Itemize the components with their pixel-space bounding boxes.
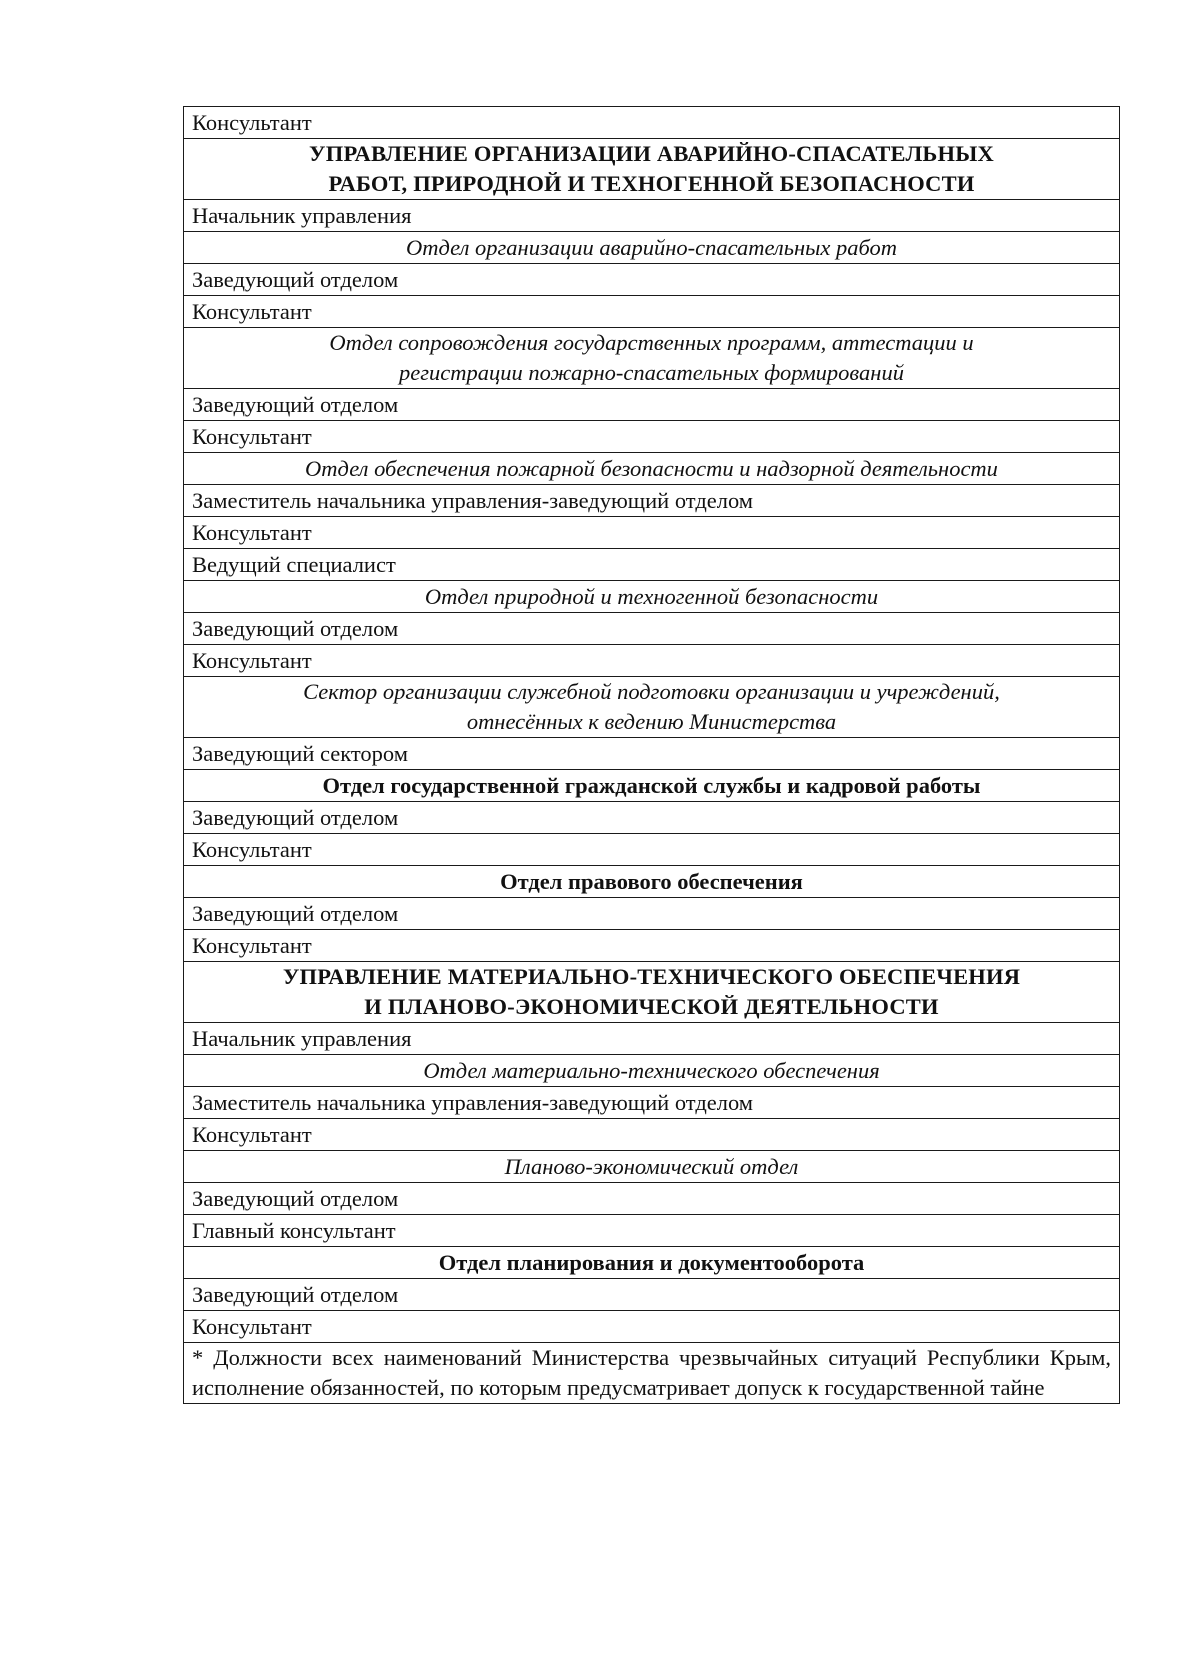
table-row bbox=[184, 898, 1120, 930]
table-row bbox=[184, 1087, 1120, 1119]
table-row bbox=[184, 549, 1120, 581]
table-row bbox=[184, 677, 1120, 738]
table-row bbox=[184, 1055, 1120, 1087]
table-row bbox=[184, 581, 1120, 613]
directorate-heading bbox=[184, 139, 1120, 200]
position-cell: Консультант bbox=[184, 296, 1120, 328]
position-cell: Заведующий отделом bbox=[184, 613, 1120, 645]
table-row bbox=[184, 1343, 1120, 1404]
table-row bbox=[184, 834, 1120, 866]
position-cell: Консультант bbox=[184, 107, 1120, 139]
heading-line: регистрации пожарно-спасательных формирований bbox=[399, 360, 904, 385]
table-row bbox=[184, 866, 1120, 898]
heading-line: РАБОТ, ПРИРОДНОЙ И ТЕХНОГЕННОЙ БЕЗОПАСНОСТИ bbox=[328, 171, 975, 196]
table-row bbox=[184, 485, 1120, 517]
position-cell: Начальник управления bbox=[184, 1023, 1120, 1055]
department-heading bbox=[184, 677, 1120, 738]
directorate-heading bbox=[184, 962, 1120, 1023]
table-row bbox=[184, 264, 1120, 296]
position-cell: Консультант bbox=[184, 645, 1120, 677]
heading-line: Отдел планирования и документооборота bbox=[438, 1249, 865, 1275]
position-cell: Главный консультант bbox=[184, 1215, 1120, 1247]
heading-line: отнесённых к ведению Министерства bbox=[466, 709, 837, 734]
heading-line: И ПЛАНОВО-ЭКОНОМИЧЕСКОЙ ДЕЯТЕЛЬНОСТИ bbox=[364, 994, 939, 1019]
heading-line: Отдел сопровождения государственных программ, аттестации и bbox=[329, 330, 974, 355]
heading-line: Отдел обеспечения пожарной безопасности и надзорной деятельности bbox=[305, 455, 998, 481]
table-row bbox=[184, 770, 1120, 802]
department-heading bbox=[184, 453, 1120, 485]
department-heading bbox=[184, 328, 1120, 389]
heading-line: Отдел государственной гражданской службы и кадровой работы bbox=[322, 772, 981, 798]
table-row bbox=[184, 613, 1120, 645]
heading-line: Сектор организации служебной подготовки организации и учреждений, bbox=[303, 679, 1000, 704]
position-cell: Консультант bbox=[184, 421, 1120, 453]
department-heading-bold bbox=[184, 770, 1120, 802]
table-row bbox=[184, 296, 1120, 328]
table-row bbox=[184, 421, 1120, 453]
table-row bbox=[184, 645, 1120, 677]
table-row bbox=[184, 1023, 1120, 1055]
position-cell: Заведующий отделом bbox=[184, 1279, 1120, 1311]
position-cell: Заведующий отделом bbox=[184, 898, 1120, 930]
heading-line: Отдел правового обеспечения bbox=[500, 868, 803, 894]
position-cell: Консультант bbox=[184, 1119, 1120, 1151]
department-heading-bold bbox=[184, 1247, 1120, 1279]
heading-line: УПРАВЛЕНИЕ МАТЕРИАЛЬНО-ТЕХНИЧЕСКОГО ОБЕСПЕЧЕНИЯ bbox=[282, 964, 1021, 989]
table-row bbox=[184, 1215, 1120, 1247]
position-cell: Ведущий специалист bbox=[184, 549, 1120, 581]
position-cell: Заведующий сектором bbox=[184, 738, 1120, 770]
table-row bbox=[184, 139, 1120, 200]
position-cell: Консультант bbox=[184, 834, 1120, 866]
footnote-cell: * Должности всех наименований Министерства чрезвычайных ситуаций Республики Крым, исполнение обязанностей, по которым предусматривает допуск к государственной тайне bbox=[184, 1343, 1120, 1404]
table-body bbox=[184, 107, 1120, 1404]
table-row bbox=[184, 1183, 1120, 1215]
table-row bbox=[184, 1311, 1120, 1343]
position-cell: Консультант bbox=[184, 517, 1120, 549]
position-cell: Заведующий отделом bbox=[184, 802, 1120, 834]
heading-line: УПРАВЛЕНИЕ ОРГАНИЗАЦИИ АВАРИЙНО-СПАСАТЕЛЬНЫХ bbox=[309, 141, 994, 166]
table-row bbox=[184, 962, 1120, 1023]
heading-line: Отдел природной и техногенной безопасности bbox=[424, 583, 879, 609]
position-cell: Заведующий отделом bbox=[184, 1183, 1120, 1215]
table-row bbox=[184, 802, 1120, 834]
heading-line: Планово-экономический отдел bbox=[504, 1153, 799, 1179]
table-row bbox=[184, 1119, 1120, 1151]
position-cell: Заведующий отделом bbox=[184, 389, 1120, 421]
department-heading bbox=[184, 1151, 1120, 1183]
table-row bbox=[184, 1279, 1120, 1311]
position-cell: Консультант bbox=[184, 1311, 1120, 1343]
table-row bbox=[184, 1151, 1120, 1183]
table-row bbox=[184, 107, 1120, 139]
department-heading bbox=[184, 581, 1120, 613]
table-row bbox=[184, 738, 1120, 770]
position-cell: Консультант bbox=[184, 930, 1120, 962]
position-cell: Заместитель начальника управления-заведующий отделом bbox=[184, 1087, 1120, 1119]
table-row bbox=[184, 232, 1120, 264]
department-heading-bold bbox=[184, 866, 1120, 898]
heading-line: Отдел материально-технического обеспечения bbox=[423, 1057, 880, 1083]
table-row bbox=[184, 453, 1120, 485]
table-row bbox=[184, 200, 1120, 232]
staff-positions-table bbox=[183, 106, 1120, 1404]
table-row bbox=[184, 328, 1120, 389]
table-row bbox=[184, 389, 1120, 421]
position-cell: Заместитель начальника управления-заведующий отделом bbox=[184, 485, 1120, 517]
table-row bbox=[184, 1247, 1120, 1279]
position-cell: Заведующий отделом bbox=[184, 264, 1120, 296]
department-heading bbox=[184, 232, 1120, 264]
department-heading bbox=[184, 1055, 1120, 1087]
heading-line: Отдел организации аварийно-спасательных работ bbox=[405, 234, 898, 260]
table-row bbox=[184, 930, 1120, 962]
table-row bbox=[184, 517, 1120, 549]
position-cell: Начальник управления bbox=[184, 200, 1120, 232]
